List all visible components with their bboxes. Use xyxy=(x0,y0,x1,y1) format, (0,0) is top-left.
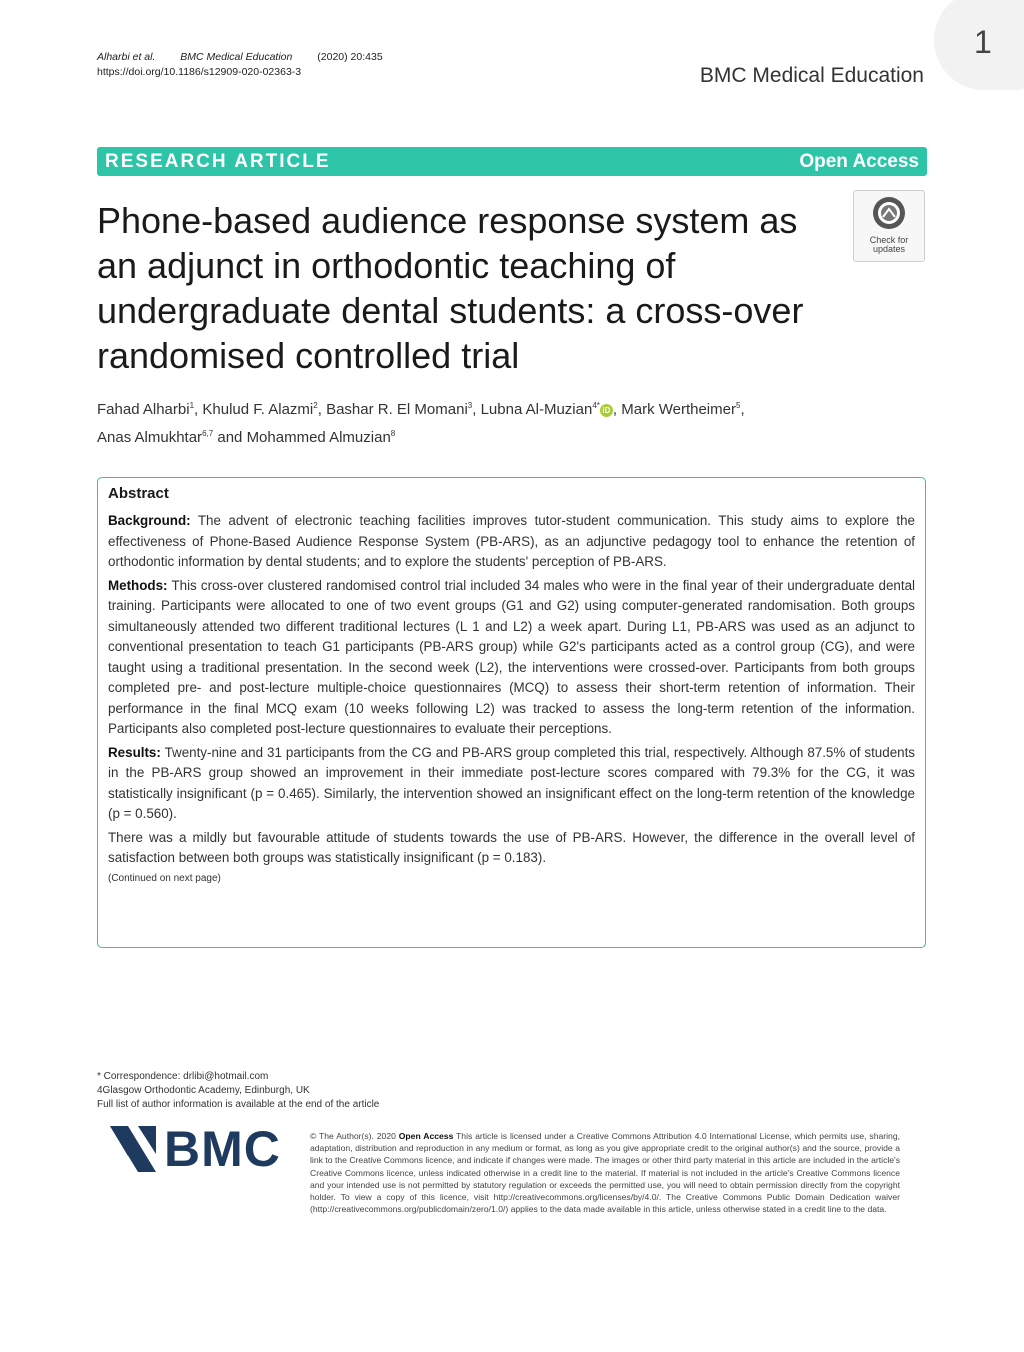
author[interactable]: Lubna Al-Muzian$^{4*}$ xyxy=(480,401,600,418)
bmc-logo-text: BMC xyxy=(164,1121,281,1177)
author-info-note: Full list of author information is available at the end of the article xyxy=(97,1099,380,1110)
article-type-label: RESEARCH ARTICLE xyxy=(105,150,331,172)
bmc-logo-icon xyxy=(110,1126,156,1172)
year-volume: (2020) 20:435 xyxy=(317,51,383,63)
abstract-results-continued: There was a mildly but favourable attitude of students towards the use of PB-ARS. However, the difference in the overall level of satisfaction between both groups was statistically insignificant (p = 0.183). xyxy=(108,829,915,865)
author[interactable]: Anas Almukhtar$^{6,7}$ xyxy=(97,429,214,446)
abstract-results: Results: Twenty-nine and 31 participants from the CG and PB-ARS group completed this trial, respectively. Although 87.5% of students in the PB-ARS group showed an improvement in their immediate post-lecture scores compared with 79.3% for the CG, it was statistically insignificant (p = 0.465). Similarly, the intervention showed an insignificant effect on the long-term retention of the knowledge (p = 0.560). xyxy=(108,744,915,821)
continued-note: (Continued on next page) xyxy=(108,872,221,884)
citation-header xyxy=(97,50,383,80)
orcid-icon[interactable]: iD xyxy=(600,404,613,417)
author[interactable]: Fahad Alharbi$^1$ xyxy=(97,401,195,418)
check-for-updates-line2: updates xyxy=(872,244,906,254)
abstract-methods: Methods: This cross-over clustered randomised control trial included 34 males who were in the final year of their undergraduate dental training. Participants were allocated to one of two event groups (G1 and G2) using computer-generated randomisation. Both groups simultaneously attended two different traditional lectures (L 1 and L2) a week apart. During L1, PB-ARS was used as an adjunct to conventional presentation to teach G1 participants (PB-ARS group) while G2's participants acted as a control group (CG), and were taught using a traditional presentation. In the second week (L2), the interventions were crossed-over. Participants from both groups completed pre- and post-lecture multiple-choice questionnaires (MCQ) to assess their short-term retention of information. Their performance in the final MCQ exam (10 weeks following L2) was tracked to assess the long-term retention of the information. Participants also completed post-lecture questionnaires to evaluate their perceptions. xyxy=(108,577,915,736)
article-title: Phone-based audience response system as an adjunct in orthodontic teaching of undergraduate dental students: a cross-over randomised controlled trial xyxy=(97,200,804,376)
author-list: Fahad Alharbi$^1$, Khulud F. Alazmi$^2$, Bashar R. El Momani$^3$, Lubna Al-Muzian$^{4*}$iD , Mark Wertheimer$^5$, Anas Almukhtar$^{6,7}$ and Mohammed Almuzian$^8$ xyxy=(97,401,745,446)
check-for-updates-button[interactable] xyxy=(853,190,925,262)
open-access-label: Open Access xyxy=(799,150,919,172)
footnotes xyxy=(97,1070,379,1112)
author[interactable]: Mark Wertheimer$^5$ xyxy=(621,401,741,418)
article-type-banner xyxy=(97,147,927,176)
correspondence[interactable]: * Correspondence: drlibi@hotmail.com xyxy=(97,1071,269,1082)
check-for-updates-icon xyxy=(871,195,907,231)
author[interactable]: Mohammed Almuzian$^8$ xyxy=(246,429,396,446)
check-for-updates-line1: Check for xyxy=(869,235,909,245)
abstract-background: Background: The advent of electronic teaching facilities improves tutor-student communication. This study aims to explore the effectiveness of Phone-Based Audience Response System (PB-ARS), as an adjunctive pedagogy tool to enhance the retention of orthodontic information by dental students; and to explore the students' perception of PB-ARS. xyxy=(108,513,915,569)
author[interactable]: Khulud F. Alazmi$^2$ xyxy=(202,401,318,418)
doi-link[interactable]: https://doi.org/10.1186/s12909-020-02363-3 xyxy=(97,66,302,78)
bmc-logo xyxy=(110,1121,290,1177)
page-number: 1 xyxy=(974,24,992,60)
author[interactable]: Bashar R. El Momani$^3$ xyxy=(326,401,473,418)
abstract-box xyxy=(97,477,926,948)
abstract-heading: Abstract xyxy=(108,485,169,502)
license-text: © The Author(s). 2020 Open Access This article is licensed under a Creative Commons Attribution 4.0 International License, which permits use, sharing, adaptation, distribution and reproduction in any medium or format, as long as you give appropriate credit to the original author(s) and the source, provide a link to the Creative Commons licence, and indicate if changes were made. The images or other third party material in this article are included in the article's Creative Commons licence, unless indicated otherwise in a credit line to the material. If material is not included in the article's Creative Commons licence and your intended use is not permitted by statutory regulation or exceeds the permitted use, you will need to obtain permission directly from the copyright holder. To view a copy of this licence, visit http://creativecommons.org/licenses/by/4.0/. The Creative Commons Public Domain Dedication waiver (http://creativecommons.org/publicdomain/zero/1.0/) applies to the data made available in this article, unless otherwise stated in a credit line to the data. xyxy=(310,1131,900,1215)
page-number-badge xyxy=(934,0,1024,90)
authors-short: Alharbi et al. BMC Medical Education xyxy=(97,51,293,63)
journal-name: BMC Medical Education xyxy=(699,64,924,87)
affiliation: 4Glasgow Orthodontic Academy, Edinburgh, UK xyxy=(97,1085,310,1096)
